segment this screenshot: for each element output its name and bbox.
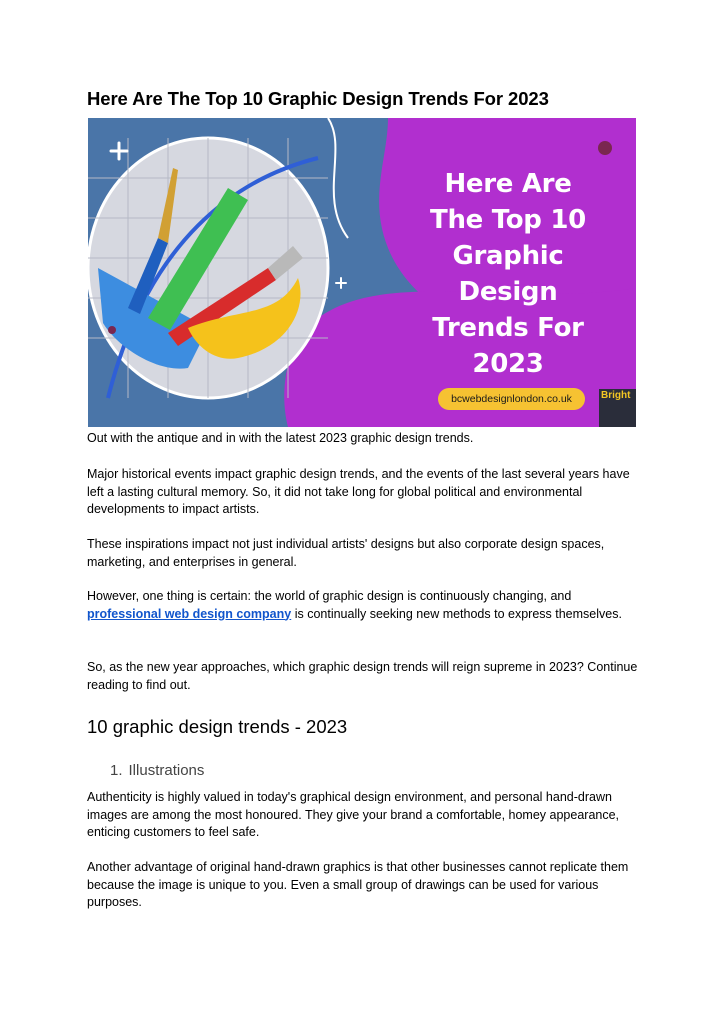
hero-line: Graphic	[452, 241, 564, 271]
paragraph-changing	[87, 588, 647, 623]
page-title: Here Are The Top 10 Graphic Design Trends For 2023	[87, 88, 549, 109]
hero-line: 2023	[472, 349, 544, 379]
list-label: Illustrations	[128, 762, 205, 779]
paragraph-text: However, one thing is certain: the world of graphic design is continuously changing, and	[87, 589, 572, 603]
hero-line: Trends For	[432, 313, 584, 343]
paragraph-text: is continually seeking new methods to express themselves.	[291, 606, 622, 621]
paragraph-advantage: Another advantage of original hand-drawn graphics is that other businesses cannot replicate them because the image is unique to you. Even a small group of drawings can be used for various purposes.	[87, 860, 629, 909]
brand-logo: Bright	[599, 389, 636, 427]
paragraph-history: Major historical events impact graphic design trends, and the events of the last several years have left a lasting cultural memory. So, it did not take long for global political and environmental developments to impact artists.	[87, 467, 630, 516]
hero-line: Design	[458, 277, 558, 307]
list-item	[110, 762, 204, 779]
hero-image	[88, 118, 636, 427]
section-heading: 10 graphic design trends - 2023	[87, 716, 348, 737]
professional-web-design-link[interactable]: professional web design company	[87, 606, 292, 621]
hero-line: Here Are	[444, 169, 572, 199]
paragraph-new-year: So, as the new year approaches, which graphic design trends will reign supreme in 2023? Continue reading to find out.	[87, 660, 638, 692]
paragraph-intro: Out with the antique and in with the latest 2023 graphic design trends.	[87, 431, 474, 445]
hero-headline	[408, 166, 608, 382]
hero-line: The Top 10	[430, 205, 586, 235]
list-number: 1.	[110, 762, 123, 779]
hero-url-pill: bcwebdesignlondon.co.uk	[438, 388, 585, 410]
paragraph-inspirations: These inspirations impact not just individual artists' designs but also corporate design spaces, marketing, and enterprises in general.	[87, 537, 605, 569]
paragraph-authenticity: Authenticity is highly valued in today's graphical design environment, and personal hand-drawn images are among the most honoured. They give your brand a comfortable, homey appearance, enticing customers to feel safe.	[87, 790, 620, 839]
